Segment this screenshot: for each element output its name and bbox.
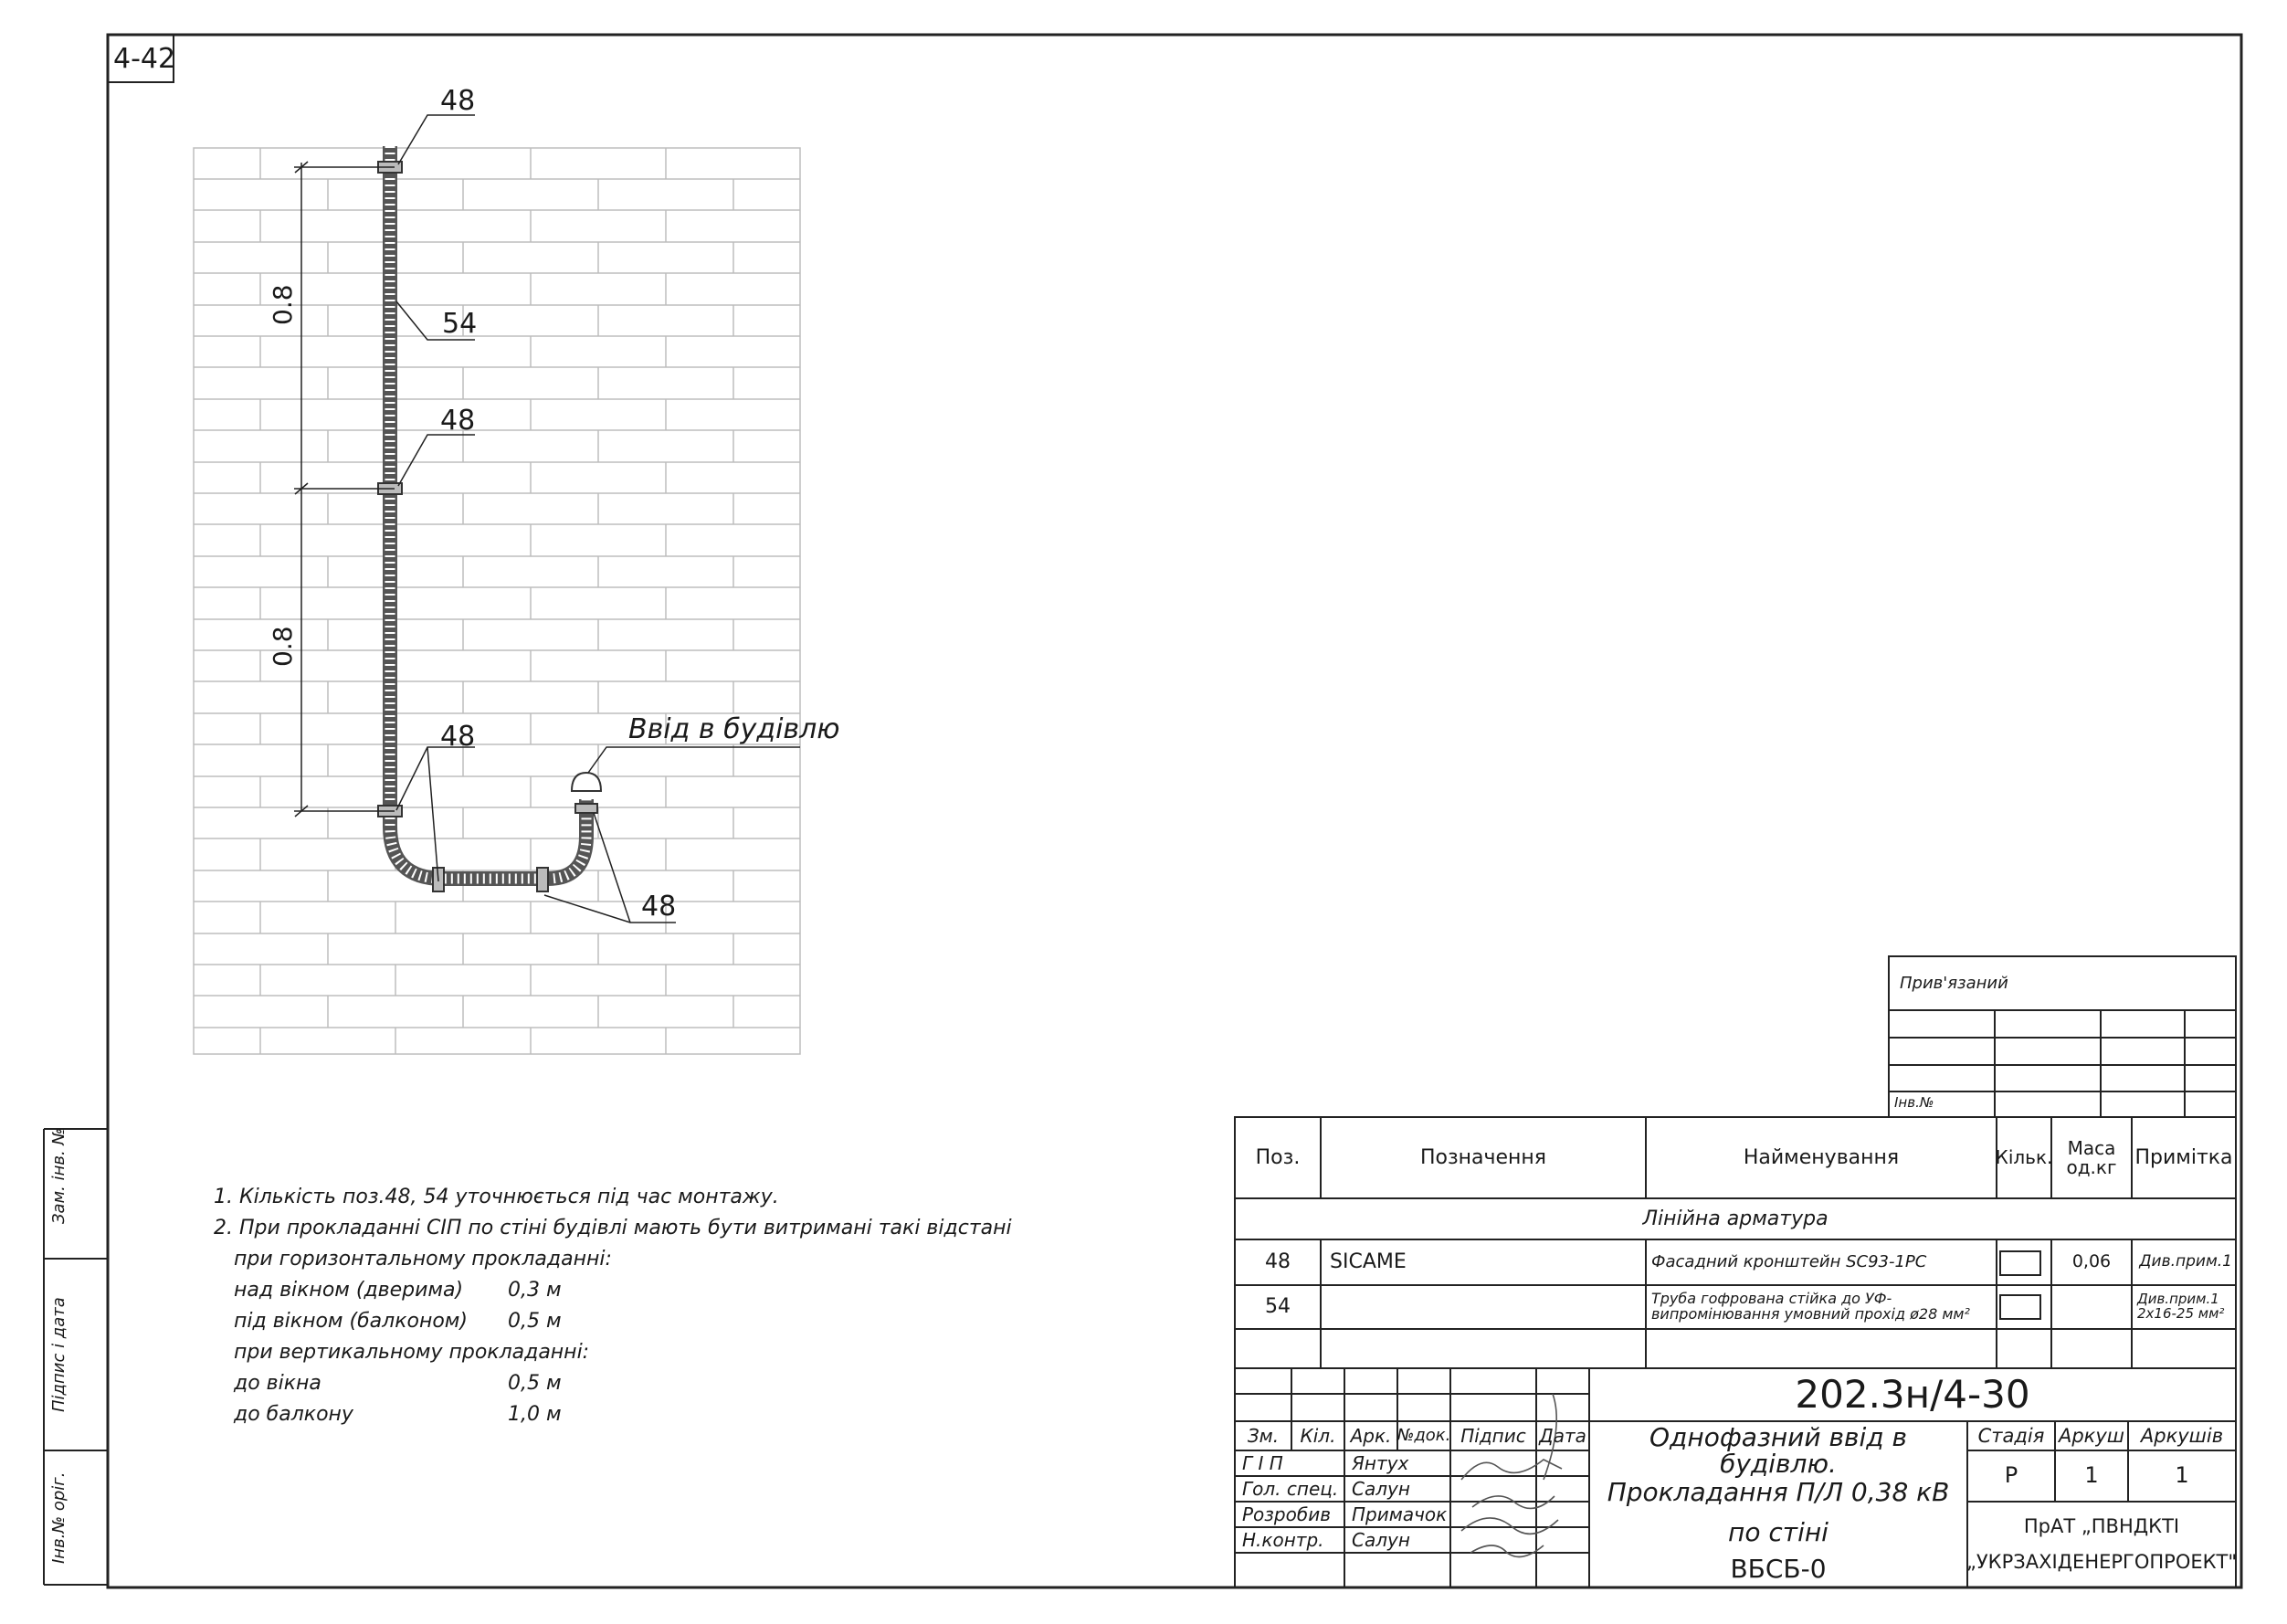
note-v-row-label: до вікна [234, 1372, 321, 1395]
spec-header-name: Найменування [1743, 1145, 1900, 1169]
tb-col-ark: Арк. [1350, 1424, 1392, 1447]
tb-col-ndok: №док. [1396, 1425, 1451, 1445]
dimension-upper: 0.8 [268, 284, 298, 325]
drawing-title-line: Однофазний ввід в будівлю. [1649, 1421, 1907, 1479]
tb-role: Гол. спец. [1242, 1477, 1339, 1500]
dimension-lines [294, 162, 395, 817]
spec-row-name: Фасадний кронштейн SC93-1PC [1651, 1251, 1927, 1271]
spec-header-mass: Маса од.кг [2066, 1136, 2117, 1178]
note-v-row-value: 0,5 м [508, 1372, 562, 1395]
callout-48-mid: 48 [440, 405, 476, 437]
drawing-title-line: Прокладання П/Л 0,38 кВ [1607, 1477, 1950, 1508]
stage-value: Р [2004, 1462, 2018, 1489]
note-h-row-label: над вікном (дверима) [234, 1279, 464, 1302]
drawing-title-line: по стіні [1728, 1517, 1829, 1548]
spec-header-designation: Позначення [1419, 1145, 1547, 1169]
binding-title: Прив'язаний [1900, 974, 2008, 993]
spec-row-designation: SICAME [1330, 1250, 1407, 1274]
org-line-2: „УКРЗАХІДЕНЕРГОПРОЕКТ" [1966, 1550, 2238, 1573]
entry-cap-icon [572, 773, 601, 791]
tb-person: Салун [1352, 1528, 1410, 1551]
tb-person: Янтух [1352, 1451, 1409, 1474]
note-line-1: 1. Кількість поз.48, 54 уточнюється під час монтажу. [214, 1186, 779, 1208]
note-h-row-value: 0,3 м [508, 1279, 562, 1302]
corrugated-pipe [390, 146, 586, 879]
entry-label: Ввід в будівлю [628, 713, 840, 745]
sheet-value: 1 [2084, 1462, 2099, 1489]
callout-48-bottom: 48 [641, 891, 677, 923]
spec-section-title: Лінійна арматура [1642, 1207, 1829, 1230]
note-line-4: при вертикальному прокладанні: [234, 1341, 590, 1364]
callout-54: 54 [442, 308, 478, 340]
binding-inv: Інв.№ [1894, 1094, 1934, 1111]
spec-header-note: Примітка [2134, 1145, 2233, 1169]
tb-col-data: Дата [1539, 1424, 1586, 1447]
side-stamp-replacement: Зам. інв. № [49, 1127, 69, 1224]
note-v-row-label: до балкону [234, 1403, 353, 1426]
spec-header-qty: Кільк. [1995, 1146, 2053, 1168]
tb-person: Примачок [1352, 1503, 1448, 1525]
stage-header: Стадія [1977, 1424, 2045, 1447]
spec-header-pos: Поз. [1255, 1145, 1301, 1169]
note-h-row-value: 0,5 м [508, 1310, 562, 1333]
tb-col-pidpys: Підпис [1460, 1424, 1526, 1447]
sheet-label: 4-42 [113, 43, 176, 75]
tb-col-kil: Кіл. [1300, 1424, 1336, 1447]
note-line-2: 2. При прокладанні СІП по стіні будівлі мають бути витримані такі відстані [214, 1217, 1012, 1239]
callout-48-low: 48 [440, 721, 476, 753]
side-stamp-inventory: Інв.№ оріг. [49, 1471, 69, 1564]
doc-code: 202.3н/4-30 [1795, 1371, 2030, 1417]
spec-row-note: Див.прим.1 2х16-25 мм² [2137, 1291, 2225, 1322]
spec-row-pos: 48 [1265, 1250, 1291, 1274]
tb-role: Розробив [1242, 1503, 1331, 1525]
tb-role: Н.контр. [1242, 1528, 1324, 1551]
tb-person: Салун [1352, 1477, 1410, 1500]
sheets-value: 1 [2175, 1462, 2189, 1489]
note-v-row-value: 1,0 м [508, 1403, 562, 1426]
org-line-1: ПрАТ „ПВНДКТІ [2023, 1514, 2180, 1537]
note-line-3: при горизонтальному прокладанні: [234, 1248, 612, 1271]
note-h-row-label: під вікном (балконом) [234, 1310, 468, 1333]
spec-row-name: Труба гофрована стійка до УФ-випромінювання умовний прохід ø28 мм² [1651, 1290, 1970, 1323]
spec-row-note: Див.прим.1 [2139, 1252, 2232, 1271]
drawing-title-line: ВБСБ-0 [1730, 1554, 1827, 1585]
spec-row-pos: 54 [1265, 1295, 1291, 1319]
sheet-header: Аркуш [2058, 1424, 2125, 1447]
side-stamp-signature: Підпис і дата [49, 1297, 69, 1412]
callout-48-top: 48 [440, 85, 476, 117]
tb-col-zm: Зм. [1247, 1424, 1280, 1447]
tb-role: Г І П [1242, 1451, 1283, 1474]
dimension-lower: 0.8 [268, 626, 298, 667]
sheets-header: Аркушів [2140, 1424, 2224, 1447]
spec-row-mass: 0,06 [2071, 1251, 2112, 1272]
